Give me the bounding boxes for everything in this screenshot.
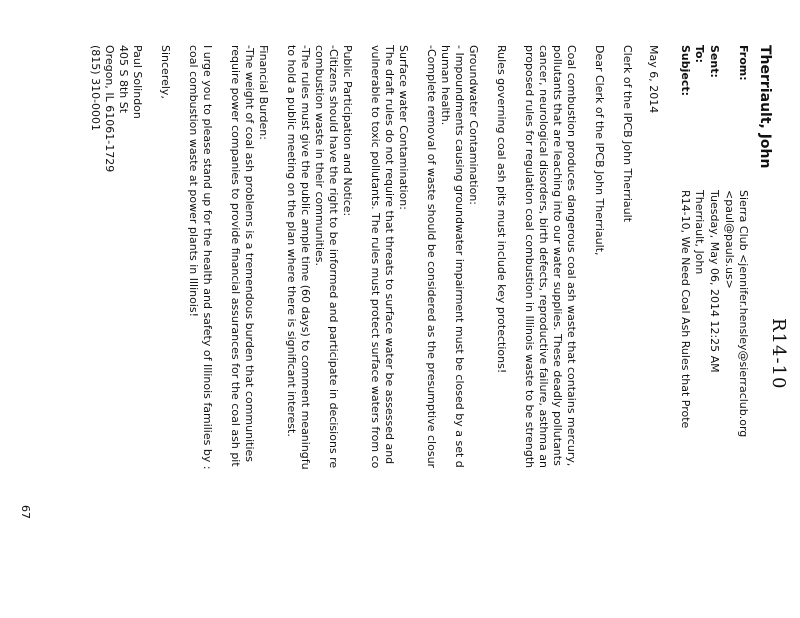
- page-number: 67: [19, 505, 32, 519]
- groundwater-line: human health.: [439, 45, 452, 126]
- intro-line: proposed rules for regulation coal combustion in Illinois waste to be strength: [523, 45, 536, 469]
- participation-line: -Citizens should have the right to be informed and participate in decisions re: [327, 45, 340, 469]
- to-label: To:: [693, 45, 706, 63]
- participation-line: combustion waste in their communities.: [313, 45, 326, 267]
- participation-line: to hold a public meeting on the plan where there is significant interest.: [285, 45, 298, 437]
- to-value: Therriault, John: [693, 190, 706, 275]
- participation-heading: Public Participation and Notice:: [341, 45, 354, 217]
- urge-line: coal combustion waste at power plants in Illinois!: [187, 45, 200, 318]
- closing: Sincerely,: [159, 45, 172, 99]
- surface-line: The draft rules do not require that threats to surface water be assessed and: [383, 45, 396, 465]
- surface-heading: Surface water Contamination:: [397, 45, 410, 210]
- from-label: From:: [737, 45, 750, 81]
- intro-line: cancer, neurological disorders, birth defects, reproductive failure, asthma an: [537, 45, 550, 468]
- salutation: Dear Clerk of the IPCB John Therriault,: [593, 45, 606, 256]
- sender-name: Therriault, John: [757, 45, 773, 169]
- signature-street: 405 S 8th St: [117, 45, 130, 114]
- from-value-secondary: <paul@pauls.us>: [723, 190, 736, 289]
- subject-label: Subject:: [679, 45, 692, 97]
- financial-heading: Financial Burden:: [257, 45, 270, 140]
- groundwater-line: -Complete removal of waste should be considered as the presumptive closur: [425, 45, 438, 469]
- signature-phone: (815) 310-0001: [89, 45, 102, 132]
- financial-line: -The weight of coal ash problems is a tremendous burden that communities: [243, 45, 256, 463]
- participation-line: -The rules must give the public ample time (60 days) to comment meaningfu: [299, 45, 312, 470]
- intro-line: Coal combustion produces dangerous coal ash waste that contains mercury,: [565, 45, 578, 467]
- subject-value: R14-10, We Need Coal Ash Rules that Prote: [679, 190, 692, 429]
- signature-city: Oregon, IL 61061-1729: [103, 45, 116, 173]
- letter-date: May 6, 2014: [647, 45, 660, 114]
- financial-line: require power companies to provide financial assurances for the coal ash pit: [229, 45, 242, 467]
- sent-label: Sent:: [708, 45, 721, 78]
- recipient: Clerk of the IPCB John Therriault: [621, 45, 634, 223]
- groundwater-heading: Groundwater Contamination:: [467, 45, 480, 205]
- sent-value: Tuesday, May 06, 2014 12:25 AM: [708, 190, 721, 373]
- docket-stamp: R14-10: [768, 318, 789, 390]
- surface-line: vulnerable to toxic pollutants. The rules must protect surface waters from co: [369, 45, 382, 469]
- signature-name: Paul Solindon: [131, 45, 144, 119]
- from-value: Sierra Club <jennifer.hensley@sierraclub.org: [737, 190, 750, 438]
- rules-statement: Rules governing coal ash pits must include key protections!: [495, 45, 508, 374]
- intro-line: pollutants that are leaching into our water supplies. These deadly pollutants: [551, 45, 564, 466]
- urge-line: I urge you to please stand up for the health and safety of Illinois families by :: [201, 45, 214, 470]
- groundwater-line: - Impoundments causing groundwater impairment must be closed by a set d: [453, 45, 466, 468]
